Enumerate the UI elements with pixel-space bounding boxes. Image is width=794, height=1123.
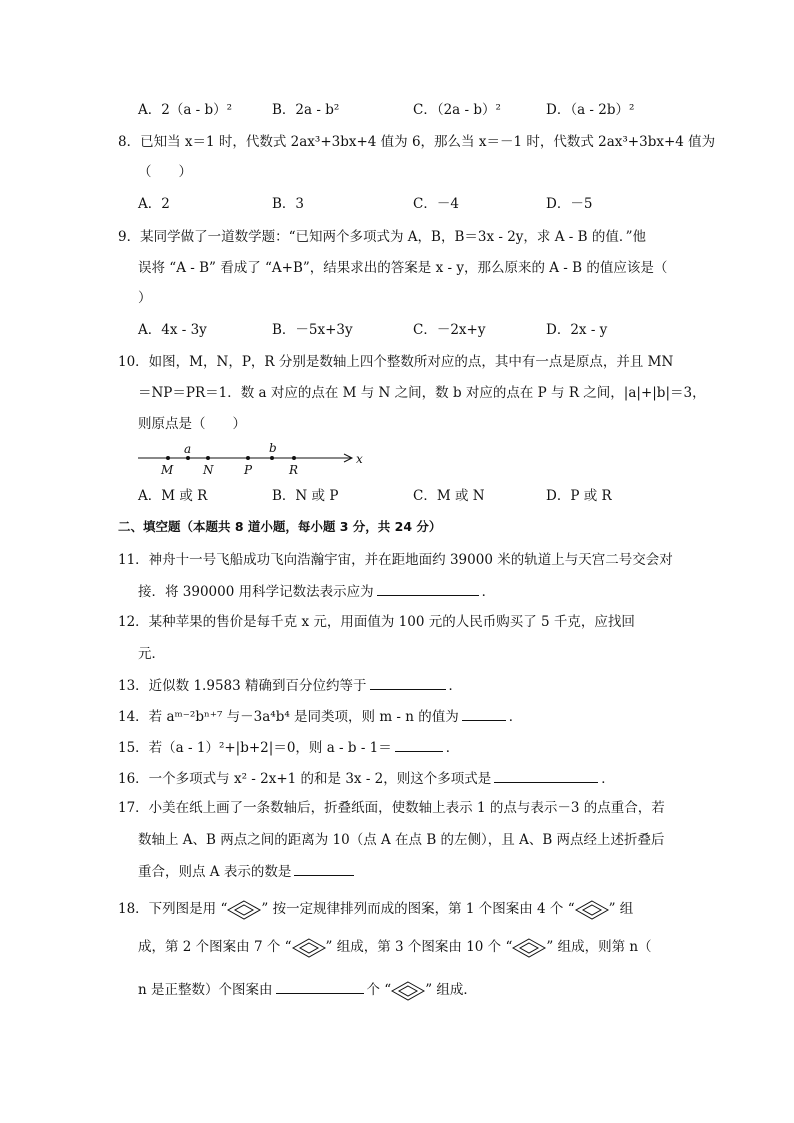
q8-line2: （ ）	[138, 164, 192, 180]
q18-line2	[138, 935, 652, 959]
q16-answer-blank[interactable]	[494, 768, 598, 783]
q18-answer-blank[interactable]	[276, 979, 364, 994]
q17-line1: 17．小美在纸上画了一条数轴后，折叠纸面，使数轴上表示 1 的点与表示－3 的点重合，若	[118, 800, 665, 816]
diamond-pattern-icon	[227, 900, 261, 920]
q16-text: 16．一个多项式与 x² - 2x+1 的和是 3x - 2，则这个多项式是	[118, 771, 492, 787]
q11-end: ．	[481, 584, 496, 600]
q11-line1: 11．神舟十一号飞船成功飞向浩瀚宇宙，并在距地面约 39000 米的轨道上与天宫二号交会对	[118, 552, 673, 568]
diamond-pattern-icon	[512, 938, 546, 958]
q15-text: 15．若（a - 1）²+|b+2|＝0，则 a - b - 1＝	[118, 740, 392, 756]
point-p	[246, 456, 250, 460]
q18-text-7: n 是正整数）个图案由	[138, 982, 273, 998]
q15-end: ．	[445, 740, 460, 756]
q10-option-b: B．N 或 P	[272, 488, 339, 504]
point-b	[270, 456, 274, 460]
q18-text-8: 个 “	[366, 982, 392, 998]
q18-text-5: ” 组成，第 3 个图案由 10 个 “	[325, 939, 513, 955]
diamond-pattern-icon	[575, 900, 609, 920]
q9-option-d: D．2x - y	[546, 322, 608, 338]
point-r	[292, 456, 296, 460]
q18-text-9: ” 组成．	[425, 982, 477, 998]
q14-answer-blank[interactable]	[462, 706, 506, 721]
q18-text-4: 成，第 2 个图案由 7 个 “	[138, 939, 292, 955]
q9-option-b: B．－5x+3y	[272, 322, 353, 338]
label-n: N	[203, 463, 214, 477]
label-r: R	[289, 463, 299, 477]
q9-line1: 9．某同学做了一道数学题：“已知两个多项式为 A，B，B＝3x - 2y，求 A - B 的值．”他	[118, 229, 646, 245]
q8-option-a: A．2	[138, 196, 170, 212]
q14-line	[118, 706, 522, 727]
q10-option-d: D．P 或 R	[546, 488, 612, 504]
q18-text-2: ” 按一定规律排列而成的图案，第 1 个图案由 4 个 “	[261, 901, 575, 917]
q9-option-a: A．4x - 3y	[138, 322, 207, 338]
q10-line2: ＝NP＝PR＝1．数 a 对应的点在 M 与 N 之间，数 b 对应的点在 P 与 R 之间，|a|+|b|＝3，	[138, 385, 706, 401]
q14-end: ．	[508, 709, 523, 725]
q18-line3	[138, 978, 477, 1002]
section-2-heading: 二、填空题（本题共 8 道小题，每小题 3 分，共 24 分）	[118, 519, 442, 534]
q15-answer-blank[interactable]	[395, 737, 443, 752]
q8-option-b: B．3	[272, 196, 305, 212]
q18-text-3: ” 组	[608, 901, 634, 917]
q13-end: ．	[448, 678, 462, 694]
label-x: x	[356, 452, 363, 466]
q7-option-b: B．2a - b²	[272, 102, 340, 118]
q11-line2	[138, 581, 495, 602]
q17-line2: 数轴上 A、B 两点之间的距离为 10（点 A 在点 B 的左侧），且 A、B 两点经上述折叠后	[138, 832, 665, 848]
q17-text: 重合，则点 A 表示的数是	[138, 864, 292, 880]
q11-text: 接．将 390000 用科学记数法表示应为	[138, 584, 374, 600]
q9-option-c: C．－2x+y	[413, 322, 486, 338]
q10-line1: 10．如图，M，N，P，R 分别是数轴上四个整数所对应的点，其中有一点是原点，并且 MN	[118, 354, 674, 370]
q10-option-a: A．M 或 R	[138, 488, 208, 504]
q7-option-d: D．（a - 2b）²	[546, 102, 635, 118]
label-p: P	[244, 463, 253, 477]
diamond-pattern-icon	[391, 981, 425, 1001]
q10-line3: 则原点是（ ）	[138, 416, 246, 432]
q16-end: ．	[601, 771, 615, 787]
q15-line	[118, 737, 459, 758]
q7-option-a: A．2（a - b）²	[138, 102, 233, 118]
q18-line1	[118, 897, 633, 921]
diamond-pattern-icon	[292, 938, 326, 958]
number-line-figure	[130, 436, 370, 478]
q16-line	[118, 768, 615, 789]
q8-option-c: C．－4	[413, 196, 459, 212]
q18-text-1: 18．下列图是用 “	[118, 901, 228, 917]
q8-line1: 8．已知当 x＝1 时，代数式 2ax³+3bx+4 值为 6，那么当 x＝－1 时，代数式 2ax³+3bx+4 值为	[118, 134, 716, 150]
point-n	[206, 456, 210, 460]
point-a	[186, 456, 190, 460]
q8-option-d: D．－5	[546, 196, 593, 212]
q12-line2: 元．	[138, 646, 165, 662]
q9-line3: ）	[138, 290, 152, 306]
q13-answer-blank[interactable]	[370, 675, 446, 690]
q7-option-c: C．（2a - b）²	[413, 102, 501, 118]
q17-answer-blank[interactable]	[294, 861, 354, 876]
q11-answer-blank[interactable]	[377, 581, 479, 596]
q12-line1: 12．某种苹果的售价是每千克 x 元，用面值为 100 元的人民币购买了 5 千克，应找回	[118, 614, 635, 630]
q18-text-6: ” 组成，则第 n（	[546, 939, 652, 955]
label-a: a	[184, 442, 192, 456]
point-m	[166, 456, 170, 460]
q13-text: 13．近似数 1.9583 精确到百分位约等于	[118, 678, 367, 694]
q14-text: 14．若 aᵐ⁻²bⁿ⁺⁷ 与－3a⁴b⁴ 是同类项，则 m - n 的值为	[118, 709, 459, 725]
q10-option-c: C．M 或 N	[413, 488, 485, 504]
q13-line	[118, 675, 462, 696]
q9-line2: 误将 “A - B” 看成了 “A+B”，结果求出的答案是 x - y，那么原来的 A - B 的值应该是（	[138, 260, 668, 276]
label-m: M	[161, 463, 174, 477]
q17-line3	[138, 861, 357, 882]
label-b: b	[269, 441, 277, 455]
